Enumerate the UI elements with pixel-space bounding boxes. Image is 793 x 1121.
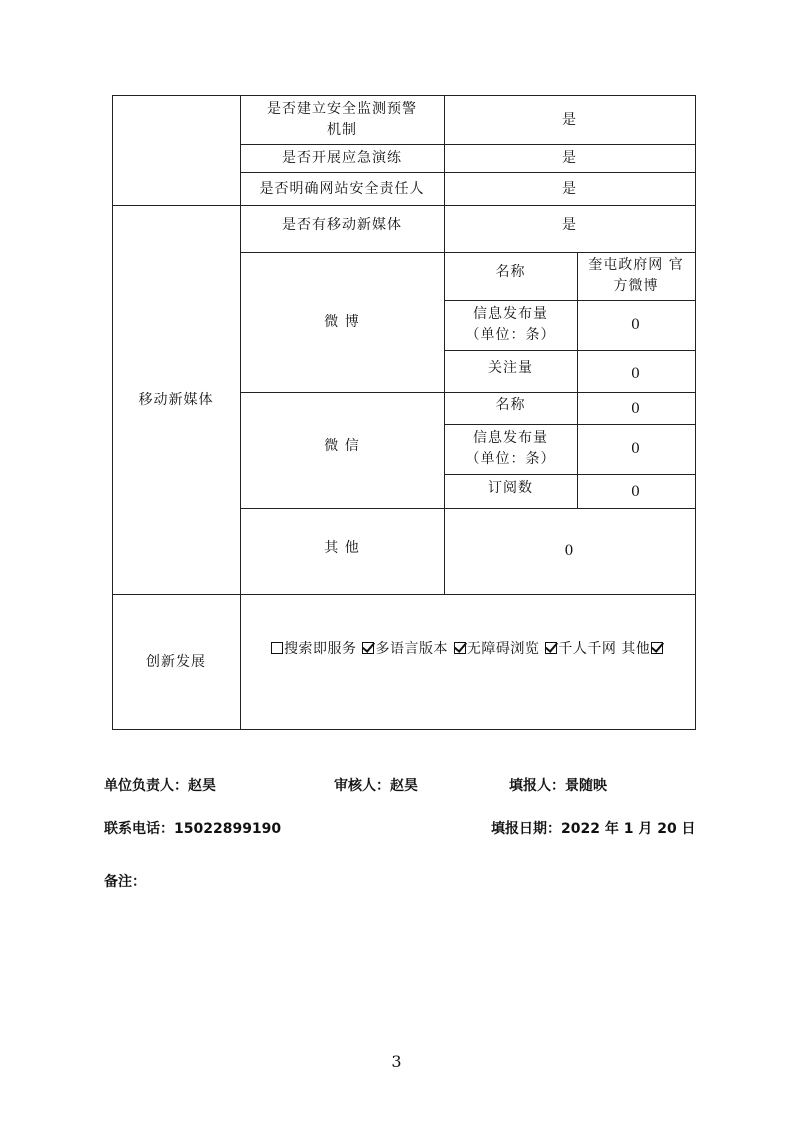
page-number: 3 bbox=[391, 1052, 402, 1071]
wechat-name-label: 名称 bbox=[495, 397, 526, 413]
weibo-posts-value: 0 bbox=[631, 317, 641, 333]
has-mobile-media-value: 是 bbox=[562, 217, 577, 233]
option-search-service[interactable]: 搜索即服务 bbox=[270, 641, 357, 657]
security-officer-value: 是 bbox=[562, 180, 577, 197]
weibo-label: 微 博 bbox=[324, 314, 360, 330]
weibo-posts-label: 信息发布量 （单位：条） bbox=[465, 306, 556, 343]
innovation-section-label: 创新发展 bbox=[146, 653, 206, 670]
wechat-subscribers-label: 订阅数 bbox=[488, 480, 533, 496]
other-media-label: 其 他 bbox=[324, 540, 360, 556]
checkbox-checked-icon[interactable] bbox=[651, 642, 663, 654]
reviewer: 审核人：赵昊 bbox=[334, 778, 418, 794]
mobile-media-section-label: 移动新媒体 bbox=[138, 391, 214, 408]
security-monitoring-value: 是 bbox=[562, 111, 577, 128]
checkbox-checked-icon[interactable] bbox=[454, 642, 466, 654]
wechat-name-value: 0 bbox=[631, 401, 641, 417]
wechat-subscribers-value: 0 bbox=[631, 484, 641, 500]
option-other[interactable]: 其他 bbox=[621, 641, 664, 657]
fill-date: 填报日期：2022 年 1 月 20 日 bbox=[491, 821, 696, 837]
option-multilingual[interactable]: 多语言版本 bbox=[361, 641, 448, 657]
checkbox-checked-icon[interactable] bbox=[362, 642, 374, 654]
option-accessibility[interactable]: 无障碍浏览 bbox=[453, 641, 540, 657]
emergency-drill-value: 是 bbox=[562, 150, 577, 166]
wechat-label: 微 信 bbox=[324, 438, 360, 454]
other-media-value: 0 bbox=[564, 543, 575, 559]
emergency-drill-label: 是否开展应急演练 bbox=[282, 150, 402, 166]
wechat-posts-label: 信息发布量 （单位：条） bbox=[465, 430, 556, 467]
filler: 填报人：景随映 bbox=[509, 778, 607, 794]
weibo-name-value: 奎屯政府网 官 方微博 bbox=[588, 257, 684, 294]
weibo-name-label: 名称 bbox=[495, 264, 526, 280]
contact-phone: 联系电话：15022899190 bbox=[104, 821, 282, 837]
checkbox-checked-icon[interactable] bbox=[545, 642, 557, 654]
checkbox-icon[interactable] bbox=[271, 642, 283, 654]
wechat-posts-value: 0 bbox=[631, 441, 641, 457]
innovation-options bbox=[270, 638, 690, 660]
security-officer-label: 是否明确网站安全责任人 bbox=[259, 180, 425, 197]
has-mobile-media-label: 是否有移动新媒体 bbox=[282, 217, 402, 233]
option-personalized[interactable]: 千人千网 bbox=[544, 641, 616, 657]
security-monitoring-label: 是否建立安全监测预警 机制 bbox=[267, 100, 417, 138]
weibo-followers-value: 0 bbox=[631, 366, 641, 382]
unit-head: 单位负责人：赵昊 bbox=[104, 778, 216, 794]
remarks: 备注： bbox=[104, 874, 146, 890]
weibo-followers-label: 关注量 bbox=[488, 360, 533, 376]
